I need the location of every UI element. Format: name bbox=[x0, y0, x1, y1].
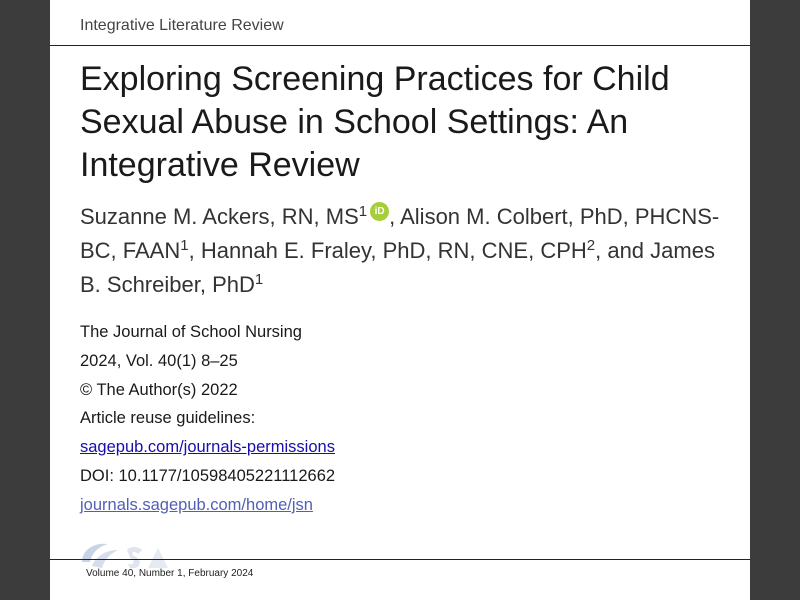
author-separator: , bbox=[389, 204, 401, 229]
reuse-label: Article reuse guidelines: bbox=[80, 409, 256, 428]
author-name: Suzanne M. Ackers, RN, MS bbox=[80, 204, 359, 229]
author-name: Alison M. Colbert, PhD, PHCNS-BC, FAAN bbox=[80, 204, 720, 263]
affiliation-marker: 1 bbox=[254, 271, 264, 288]
author-separator: , and bbox=[595, 238, 651, 263]
section-label: Integrative Literature Review bbox=[80, 17, 284, 34]
journal-name: The Journal of School Nursing bbox=[80, 323, 302, 341]
affiliation-marker: 2 bbox=[586, 237, 596, 254]
volume-pages: 2024, Vol. 40(1) 8–25 bbox=[80, 351, 238, 370]
article-page bbox=[50, 0, 750, 600]
affiliation-marker: 1 bbox=[358, 203, 368, 220]
author-list bbox=[80, 200, 730, 302]
top-divider bbox=[50, 45, 750, 46]
article-title: Exploring Screening Practices for Child Sexual Abuse in School Settings: An Integrative Review bbox=[80, 60, 670, 184]
doi: DOI: 10.1177/10598405221112662 bbox=[80, 466, 336, 485]
author-name: James B. Schreiber, PhD bbox=[80, 238, 715, 297]
issue-footer: Volume 40, Number 1, February 2024 bbox=[86, 568, 254, 579]
sage-logo-icon bbox=[78, 540, 218, 570]
author-name: Hannah E. Fraley, PhD, RN, CNE, CPH bbox=[200, 238, 587, 263]
orcid-icon[interactable]: iD bbox=[370, 202, 389, 221]
copyright: © The Author(s) 2022 bbox=[80, 380, 238, 399]
author-separator: , bbox=[188, 238, 201, 263]
affiliation-marker: 1 bbox=[180, 237, 189, 254]
journal-home-link[interactable]: journals.sagepub.com/home/jsn bbox=[80, 495, 313, 514]
permissions-link[interactable]: sagepub.com/journals-permissions bbox=[80, 438, 335, 457]
bottom-divider bbox=[50, 559, 750, 560]
journal-info bbox=[80, 318, 680, 520]
